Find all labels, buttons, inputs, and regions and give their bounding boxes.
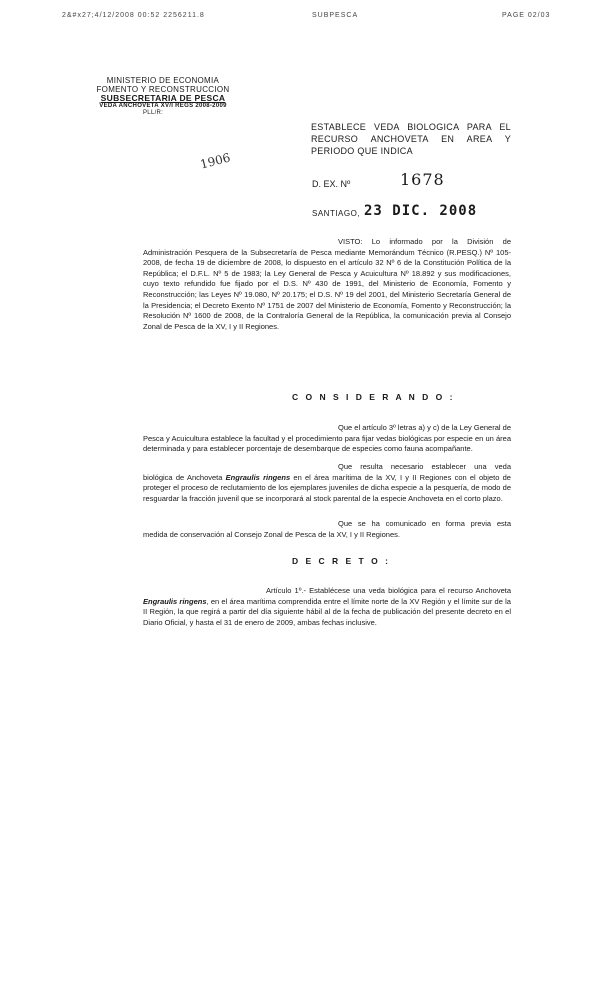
initials-stamp: PLL/R: [143,110,164,116]
file-reference: VEDA ANCHOVETA XV/I REGS 2008-2009 [99,103,227,109]
considerando-2-rest: en el área marítima de la XV, I y II Regiones con el objeto de proteger el proceso de reclutamiento de los ejemplares juveniles de dicha especie a la pesquería, de modo de resguardar la fracción juvenil que se incorporará al stock parental de la especie Anchoveta en el corto plazo. [143,472,511,503]
fax-header-left: 2&#x27;4/12/2008 00:52 2256211.8 [62,12,205,19]
decree-date-stamp: 23 DIC. 2008 [364,203,478,219]
letterhead [83,76,243,117]
considerando-paragraph-2 [143,462,511,504]
fax-header-page: PAGE 02/03 [502,12,551,19]
decree-place: SANTIAGO, [312,209,361,218]
decree-number: 1678 [400,170,445,189]
ministry-line-2: FOMENTO Y RECONSTRUCCION [96,85,230,94]
fax-header-sender: SUBPESCA [312,12,359,19]
articulo-1-species: Engraulis ringens [143,596,207,606]
handwritten-note: 1906 [198,150,232,172]
considerando-heading: C O N S I D E R A N D O : [292,392,455,402]
considerando-2-lead: Que resulta necesario establecer una veda biológica de Anchoveta [143,462,511,482]
subsecretaria-name: SUBSECRETARIA DE PESCA [100,93,226,103]
considerando-paragraph-3: Que se ha comunicado en forma previa esta medida de conservación al Consejo Zonal de Pesca de la XV, I y II Regiones. [143,519,511,539]
decree-title: ESTABLECE VEDA BIOLOGICA PARA EL RECURSO ANCHOVETA EN AREA Y PERIODO QUE INDICA [311,122,511,156]
visto-paragraph: VISTO: Lo informado por la División de Administración Pesquera de la Subsecretaría de Pesca mediante Memorándum Técnico (R.PESQ.) Nº 105-2008, de fecha 19 de diciembre de 2008, lo dispuesto en el artículo 32 Nº 6 de la Constitución Política de la República; el D.F.L. Nº 5 de 1983; la Ley General de Pesca y Acuicultura Nº 18.892 y sus modificaciones, cuyo texto refundido fue fijado por el D.S. Nº 430 de 1991, del Ministerio de Economía, Fomento y Reconstrucción; las Leyes Nº 19.080, Nº 20.175; el D.S. Nº 19 del 2001, del Ministerio Secretaría General de la Presidencia; el Decreto Exento Nº 1751 de 2007 del Ministerio de Economía, Fomento y Reconstrucción; la Resolución Nº 1600 de 2008, de la Contraloría General de la República, la comunicación previa al Consejo Zonal de Pesca de la XV, I y II Regiones. [143,237,511,331]
ministry-line-1: MINISTERIO DE ECONOMIA [106,76,220,85]
decreto-heading: D E C R E T O : [292,556,391,566]
decree-number-label: D. EX. Nº [312,179,351,189]
articulo-1-rest: , en el área marítima comprendida entre el límite norte de la XV Región y el límite sur de la II Región, la que regirá a partir del día siguiente hábil al de la fecha de publicación del presente decreto en el Diario Oficial, y hasta el 31 de enero de 2009, ambas fechas inclusive. [143,596,511,627]
articulo-1-paragraph [143,586,511,628]
species-name: Engraulis ringens [225,472,291,482]
articulo-1-lead: Artículo 1º.- Establécese una veda biológica para el recurso Anchoveta [266,586,511,595]
considerando-paragraph-1: Que el artículo 3º letras a) y c) de la Ley General de Pesca y Acuicultura establece la facultad y el procedimiento para fijar vedas biológicas por especie en un área determinada y para establecer porcentaje de desembarque de especies como fauna acompañante. [143,423,511,454]
